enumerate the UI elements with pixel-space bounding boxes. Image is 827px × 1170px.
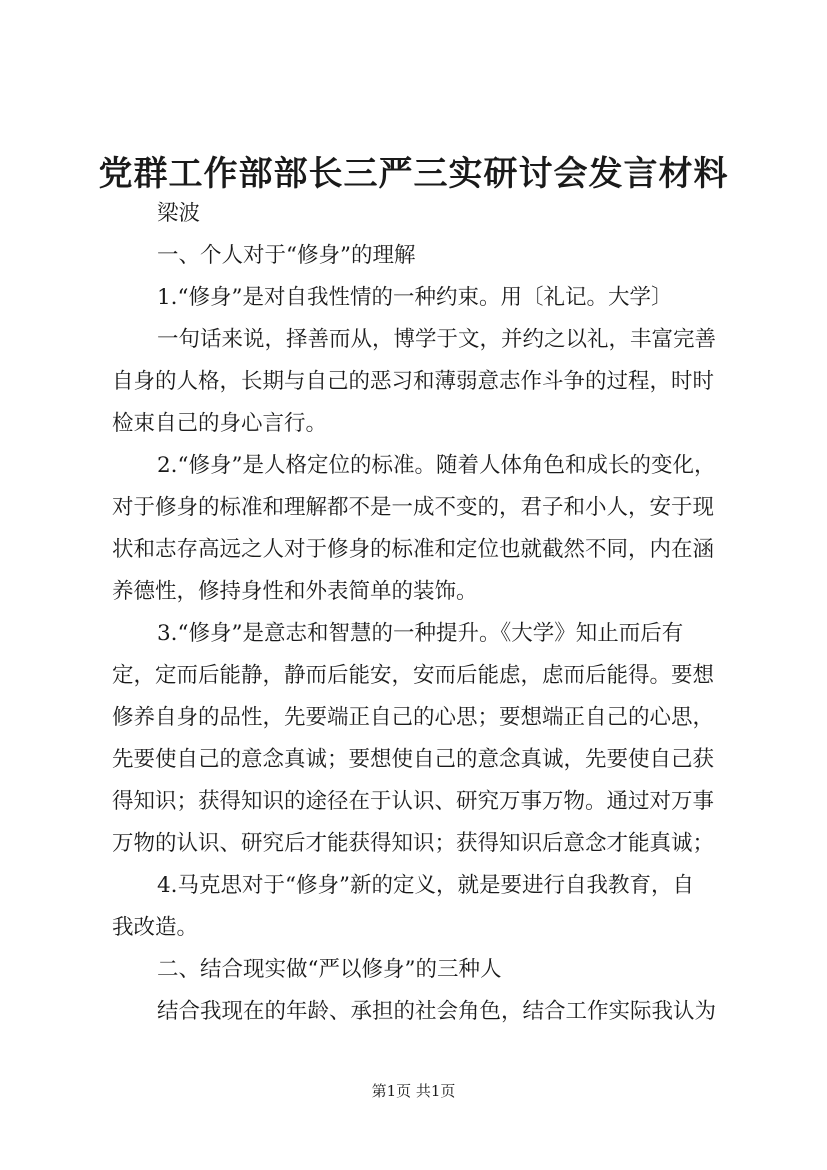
page-footer: 第1页 共1页 — [371, 1082, 456, 1100]
paragraph-2-line-2: 对于修身的标准和理解都不是一成不变的，君子和小人，安于现 — [112, 495, 715, 520]
paragraph-3-line-1: 3.“修身”是意志和智慧的一种提升。《大学》知止而后有 — [157, 621, 684, 646]
author-name: 梁波 — [157, 201, 201, 226]
paragraph-3-line-6: 万物的认识、研究后才能获得知识；获得知识后意念才能真诚； — [112, 831, 715, 856]
section-heading-2: 二、结合现实做“严以修身”的三种人 — [157, 957, 502, 982]
paragraph-3-line-2: 定，定而后能静，静而后能安，安而后能虑，虑而后能得。要想 — [112, 663, 715, 688]
paragraph-3-line-3: 修养自身的品性，先要端正自己的心思；要想端正自己的心思， — [112, 705, 715, 730]
paragraph-3-line-4: 先要使自己的意念真诚；要想使自己的意念真诚，先要使自己获 — [112, 747, 715, 772]
paragraph-2-line-3: 状和志存高远之人对于修身的标准和定位也就截然不同，内在涵 — [112, 537, 715, 562]
document-title: 党群工作部部长三严三实研讨会发言材料 — [98, 154, 729, 194]
paragraph-4-line-1: 4.马克思对于“修身”新的定义，就是要进行自我教育，自 — [157, 873, 694, 898]
paragraph-1-line-1: 1.“修身”是对自我性情的一种约束。用〔礼记。大学〕 — [157, 285, 673, 310]
section-heading-1: 一、个人对于“修身”的理解 — [157, 243, 416, 268]
paragraph-1-line-3: 自身的人格，长期与自己的恶习和薄弱意志作斗争的过程，时时 — [112, 369, 715, 394]
paragraph-1-line-4: 检束自己的身心言行。 — [112, 411, 328, 436]
paragraph-2-line-4: 养德性，修持身性和外表简单的装饰。 — [112, 579, 478, 604]
paragraph-1-line-2: 一句话来说，择善而从，博学于文，并约之以礼，丰富完善 — [157, 327, 717, 352]
paragraph-4-line-2: 我改造。 — [112, 915, 199, 940]
paragraph-3-line-5: 得知识；获得知识的途径在于认识、研究万事万物。通过对万事 — [112, 789, 715, 814]
paragraph-2-line-1: 2.“修身”是人格定位的标准。随着人体角色和成长的变化， — [157, 453, 716, 478]
paragraph-5-line-1: 结合我现在的年龄、承担的社会角色，结合工作实际我认为 — [157, 999, 717, 1024]
